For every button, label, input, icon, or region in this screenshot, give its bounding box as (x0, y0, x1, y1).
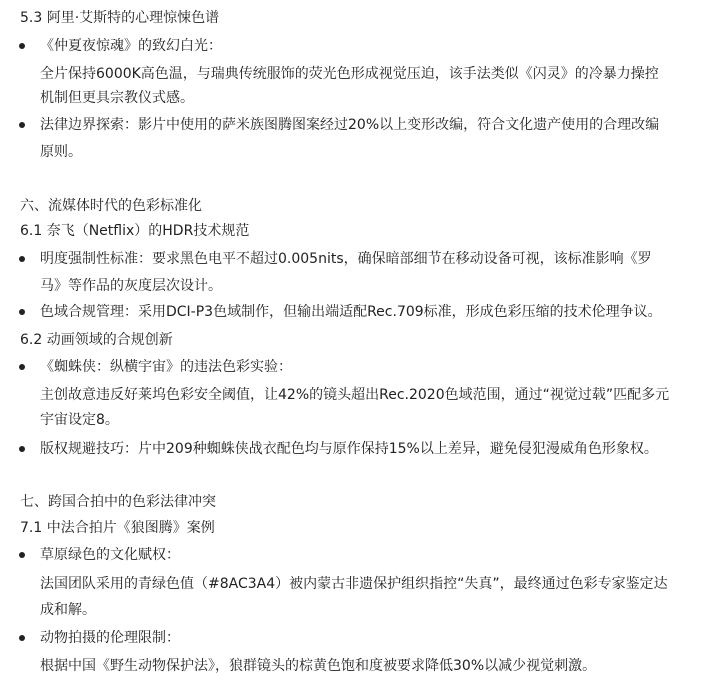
bullet-text: 全片保持6000K高色温，与瑞典传统服饰的荧光色形成视觉压迫，该手法类似《闪灵》的冷暴力操控 (40, 66, 659, 82)
section-heading: 5.3 阿里·艾斯特的心理惊悚色谱 (20, 10, 220, 26)
chapter-heading: 六、流媒体时代的色彩标准化 (20, 198, 202, 214)
bullet-title: 版权规避技巧：片中209种蜘蛛侠战衣配色均与原作保持15%以上差异，避免侵犯漫威角色形象权。 (40, 441, 658, 457)
bullet-title: 《蜘蛛侠：纵横宇宙》的违法色彩实验： (40, 359, 292, 375)
section-heading: 6.2 动画领域的合规创新 (20, 332, 173, 348)
bullet-text: 机制但更具宗教仪式感。 (40, 90, 194, 106)
bullet-text: 法国团队采用的青绿色值（#8AC3A4）被内蒙古非遗保护组织指控“失真”，最终通过色彩专家鉴定达 (40, 576, 668, 592)
bullet-title: 《仲夏夜惊魂》的致幻白光： (40, 38, 222, 54)
bullet-text: 原则。 (40, 144, 82, 160)
section-heading: 6.1 奈飞（Netflix）的HDR技术规范 (20, 223, 250, 239)
bullet-title: 色域合规管理：采用DCI-P3色域制作，但输出端适配Rec.709标准，形成色彩压缩的技术伦理争议。 (40, 304, 662, 320)
section-heading: 7.1 中法合拍片《狼图腾》案例 (20, 520, 215, 536)
bullet-icon (19, 635, 25, 641)
bullet-icon (19, 364, 25, 370)
chapter-heading: 七、跨国合拍中的色彩法律冲突 (20, 494, 216, 510)
bullet-icon (19, 552, 25, 558)
bullet-title: 动物拍摄的伦理限制： (40, 630, 180, 646)
bullet-text: 宇宙设定8。 (40, 412, 119, 428)
bullet-icon (19, 43, 25, 49)
bullet-text: 成和解。 (40, 602, 96, 618)
bullet-icon (19, 122, 25, 128)
bullet-text: 马》等作品的灰度层次设计。 (40, 278, 222, 294)
bullet-icon (19, 309, 25, 315)
bullet-icon (19, 446, 25, 452)
bullet-title: 明度强制性标准：要求黑色电平不超过0.005nits，确保暗部细节在移动设备可视，该标准影响《罗 (40, 251, 652, 267)
bullet-icon (19, 256, 25, 262)
bullet-text: 根据中国《野生动物保护法》，狼群镜头的棕黄色饱和度被要求降低30%以减少视觉刺激。 (40, 658, 597, 674)
bullet-title: 草原绿色的文化赋权： (40, 547, 180, 563)
bullet-text: 主创故意违反好莱坞色彩安全阈值，让42%的镜头超出Rec.2020色域范围，通过“视觉过载”匹配多元 (40, 387, 670, 403)
bullet-title: 法律边界探索：影片中使用的萨米族图腾图案经过20%以上变形改编，符合文化遗产使用的合理改编 (40, 117, 660, 133)
